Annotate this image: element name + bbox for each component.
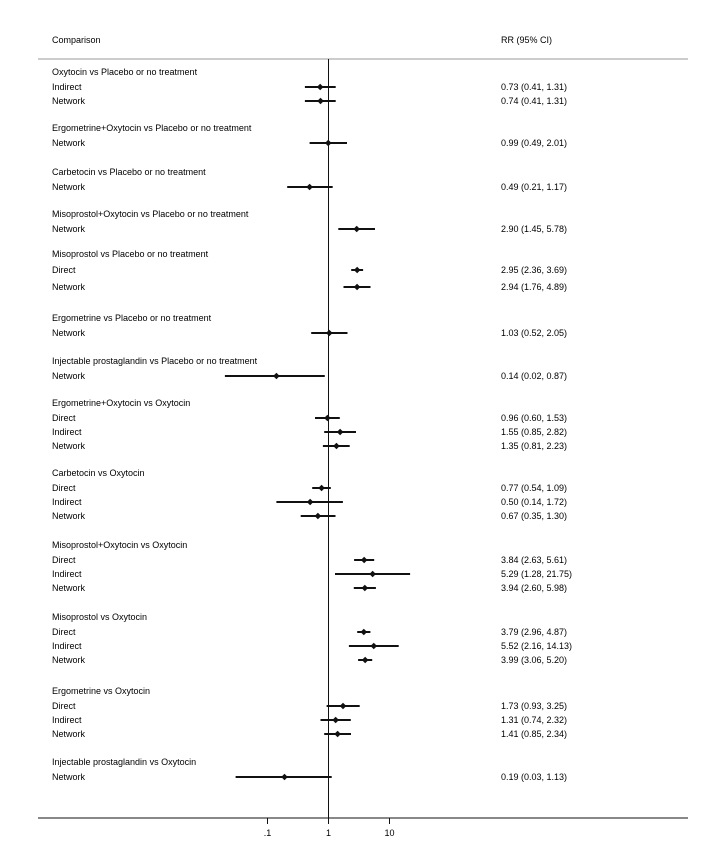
row-ergometrine-plus-oxytocin-vs-oxytocin-network [52, 441, 567, 451]
group-title: Carbetocin vs Oxytocin [52, 468, 145, 478]
row-ergometrine-plus-oxytocin-vs-oxytocin-direct [52, 413, 567, 423]
row-carbetocin-vs-oxytocin-direct [52, 483, 567, 493]
row-ergometrine-plus-oxytocin-vs-placebo-or-no-treatment-network [52, 138, 567, 148]
rr-ci-value: 1.55 (0.85, 2.82) [501, 427, 568, 437]
rr-ci-value: 5.52 (2.16, 14.13) [501, 641, 573, 651]
rr-ci-value: 0.74 (0.41, 1.31) [501, 96, 568, 106]
row-label: Direct [52, 627, 76, 637]
point-estimate-carbetocin-vs-oxytocin-indirect [307, 499, 314, 506]
group-title: Ergometrine vs Oxytocin [52, 686, 151, 696]
row-ergometrine-plus-oxytocin-vs-oxytocin-indirect [52, 427, 567, 437]
x-tick-label: 1 [325, 828, 332, 838]
row-label: Indirect [52, 497, 82, 507]
rr-ci-value: 1.31 (0.74, 2.32) [501, 715, 568, 725]
row-carbetocin-vs-oxytocin-network [52, 511, 567, 521]
group-misoprostol-plus-oxytocin-vs-oxytocin [52, 540, 572, 593]
rr-ci-value: 2.94 (1.76, 4.89) [501, 282, 568, 292]
header-rr-ci: RR (95% CI) [501, 35, 553, 45]
group-title: Injectable prostaglandin vs Oxytocin [52, 757, 197, 767]
row-label: Network [52, 224, 86, 234]
rr-ci-value: 3.94 (2.60, 5.98) [501, 583, 568, 593]
row-label: Direct [52, 701, 76, 711]
row-ergometrine-vs-placebo-or-no-treatment-network [52, 328, 567, 338]
point-estimate-ergometrine-vs-oxytocin-network [334, 731, 341, 738]
group-ergometrine-plus-oxytocin-vs-oxytocin [52, 398, 567, 451]
rr-ci-value: 5.29 (1.28, 21.75) [501, 569, 573, 579]
row-label: Network [52, 282, 86, 292]
rr-ci-value: 2.90 (1.45, 5.78) [501, 224, 568, 234]
row-label: Network [52, 729, 86, 739]
group-title: Ergometrine vs Placebo or no treatment [52, 313, 212, 323]
row-label: Indirect [52, 427, 82, 437]
header-comparison: Comparison [52, 35, 101, 45]
point-estimate-ergometrine-plus-oxytocin-vs-oxytocin-direct [324, 415, 331, 422]
row-label: Indirect [52, 715, 82, 725]
row-injectable-prostaglandin-vs-placebo-or-no-treatment-network [52, 371, 567, 381]
rr-ci-value: 0.99 (0.49, 2.01) [501, 138, 568, 148]
row-ergometrine-vs-oxytocin-direct [52, 701, 567, 711]
row-label: Direct [52, 265, 76, 275]
group-title: Misoprostol vs Placebo or no treatment [52, 249, 209, 259]
row-misoprostol-plus-oxytocin-vs-oxytocin-network [52, 583, 567, 593]
row-carbetocin-vs-oxytocin-indirect [52, 497, 567, 507]
point-estimate-misoprostol-plus-oxytocin-vs-oxytocin-indirect [369, 571, 376, 578]
group-ergometrine-vs-placebo-or-no-treatment [52, 313, 567, 338]
row-misoprostol-vs-placebo-or-no-treatment-direct [52, 265, 567, 275]
rr-ci-value: 0.96 (0.60, 1.53) [501, 413, 568, 423]
rr-ci-value: 0.73 (0.41, 1.31) [501, 82, 568, 92]
row-label: Network [52, 328, 86, 338]
row-injectable-prostaglandin-vs-oxytocin-network [52, 772, 567, 782]
group-title: Misoprostol vs Oxytocin [52, 612, 148, 622]
point-estimate-ergometrine-plus-oxytocin-vs-oxytocin-indirect [337, 429, 344, 436]
rr-ci-value: 1.35 (0.81, 2.23) [501, 441, 568, 451]
group-oxytocin-vs-placebo-or-no-treatment [52, 67, 567, 106]
group-title: Injectable prostaglandin vs Placebo or no treatment [52, 356, 258, 366]
group-title: Ergometrine+Oxytocin vs Oxytocin [52, 398, 191, 408]
rr-ci-value: 3.84 (2.63, 5.61) [501, 555, 568, 565]
group-title: Carbetocin vs Placebo or no treatment [52, 167, 206, 177]
row-oxytocin-vs-placebo-or-no-treatment-indirect [52, 82, 567, 92]
row-label: Direct [52, 555, 76, 565]
row-misoprostol-vs-placebo-or-no-treatment-network [52, 282, 567, 292]
group-injectable-prostaglandin-vs-placebo-or-no-treatment [52, 356, 567, 381]
x-tick-label: .1 [263, 828, 272, 838]
row-misoprostol-vs-oxytocin-direct [52, 627, 567, 637]
group-misoprostol-vs-oxytocin [52, 612, 572, 665]
rr-ci-value: 1.03 (0.52, 2.05) [501, 328, 568, 338]
row-label: Indirect [52, 569, 82, 579]
point-estimate-oxytocin-vs-placebo-or-no-treatment-network [317, 98, 324, 105]
rr-ci-value: 0.67 (0.35, 1.30) [501, 511, 568, 521]
group-title: Misoprostol+Oxytocin vs Oxytocin [52, 540, 188, 550]
point-estimate-ergometrine-vs-oxytocin-indirect [332, 717, 339, 724]
row-oxytocin-vs-placebo-or-no-treatment-network [52, 96, 567, 106]
group-title: Ergometrine+Oxytocin vs Placebo or no treatment [52, 123, 252, 133]
row-misoprostol-vs-oxytocin-indirect [52, 641, 572, 651]
group-ergometrine-plus-oxytocin-vs-placebo-or-no-treatment [52, 123, 567, 148]
group-carbetocin-vs-oxytocin [52, 468, 567, 521]
point-estimate-misoprostol-vs-oxytocin-indirect [370, 643, 377, 650]
point-estimate-misoprostol-plus-oxytocin-vs-placebo-or-no-treatment-network [353, 226, 360, 233]
row-label: Network [52, 583, 86, 593]
group-misoprostol-vs-placebo-or-no-treatment [52, 249, 567, 292]
group-title: Misoprostol+Oxytocin vs Placebo or no treatment [52, 209, 249, 219]
point-estimate-injectable-prostaglandin-vs-oxytocin-network [281, 774, 288, 781]
group-misoprostol-plus-oxytocin-vs-placebo-or-no-treatment [52, 209, 567, 234]
point-estimate-ergometrine-plus-oxytocin-vs-oxytocin-network [333, 443, 340, 450]
row-carbetocin-vs-placebo-or-no-treatment-network [52, 182, 567, 192]
row-label: Network [52, 511, 86, 521]
forest-rows [52, 67, 572, 782]
rr-ci-value: 1.73 (0.93, 3.25) [501, 701, 568, 711]
row-misoprostol-plus-oxytocin-vs-oxytocin-direct [52, 555, 567, 565]
point-estimate-misoprostol-plus-oxytocin-vs-oxytocin-direct [361, 557, 368, 564]
point-estimate-misoprostol-plus-oxytocin-vs-oxytocin-network [362, 585, 369, 592]
rr-ci-value: 2.95 (2.36, 3.69) [501, 265, 568, 275]
row-ergometrine-vs-oxytocin-indirect [52, 715, 567, 725]
group-carbetocin-vs-placebo-or-no-treatment [52, 167, 567, 192]
point-estimate-ergometrine-vs-placebo-or-no-treatment-network [326, 330, 333, 337]
row-label: Indirect [52, 82, 82, 92]
x-tick-label: 10 [384, 828, 395, 838]
rr-ci-value: 0.77 (0.54, 1.09) [501, 483, 568, 493]
row-label: Network [52, 371, 86, 381]
row-label: Direct [52, 483, 76, 493]
point-estimate-oxytocin-vs-placebo-or-no-treatment-indirect [317, 84, 324, 91]
group-title: Oxytocin vs Placebo or no treatment [52, 67, 198, 77]
rr-ci-value: 1.41 (0.85, 2.34) [501, 729, 568, 739]
rr-ci-value: 3.99 (3.06, 5.20) [501, 655, 568, 665]
row-label: Network [52, 138, 86, 148]
row-label: Network [52, 96, 86, 106]
row-misoprostol-plus-oxytocin-vs-placebo-or-no-treatment-network [52, 224, 567, 234]
point-estimate-carbetocin-vs-oxytocin-direct [318, 485, 325, 492]
point-estimate-misoprostol-vs-oxytocin-network [362, 657, 369, 664]
row-label: Network [52, 655, 86, 665]
row-misoprostol-plus-oxytocin-vs-oxytocin-indirect [52, 569, 572, 579]
point-estimate-misoprostol-vs-placebo-or-no-treatment-network [354, 284, 361, 291]
rr-ci-value: 3.79 (2.96, 4.87) [501, 627, 568, 637]
point-estimate-misoprostol-vs-placebo-or-no-treatment-direct [354, 267, 361, 274]
point-estimate-carbetocin-vs-placebo-or-no-treatment-network [306, 184, 313, 191]
row-label: Network [52, 441, 86, 451]
point-estimate-ergometrine-vs-oxytocin-direct [340, 703, 347, 710]
rr-ci-value: 0.50 (0.14, 1.72) [501, 497, 568, 507]
point-estimate-carbetocin-vs-oxytocin-network [315, 513, 322, 520]
rr-ci-value: 0.14 (0.02, 0.87) [501, 371, 568, 381]
row-label: Network [52, 182, 86, 192]
rr-ci-value: 0.49 (0.21, 1.17) [501, 182, 568, 192]
row-misoprostol-vs-oxytocin-network [52, 655, 567, 665]
row-label: Indirect [52, 641, 82, 651]
row-label: Direct [52, 413, 76, 423]
point-estimate-injectable-prostaglandin-vs-placebo-or-no-treatment-network [273, 373, 280, 380]
rr-ci-value: 0.19 (0.03, 1.13) [501, 772, 568, 782]
group-injectable-prostaglandin-vs-oxytocin [52, 757, 567, 782]
row-label: Network [52, 772, 86, 782]
row-ergometrine-vs-oxytocin-network [52, 729, 567, 739]
group-ergometrine-vs-oxytocin [52, 686, 567, 739]
point-estimate-misoprostol-vs-oxytocin-direct [360, 629, 367, 636]
